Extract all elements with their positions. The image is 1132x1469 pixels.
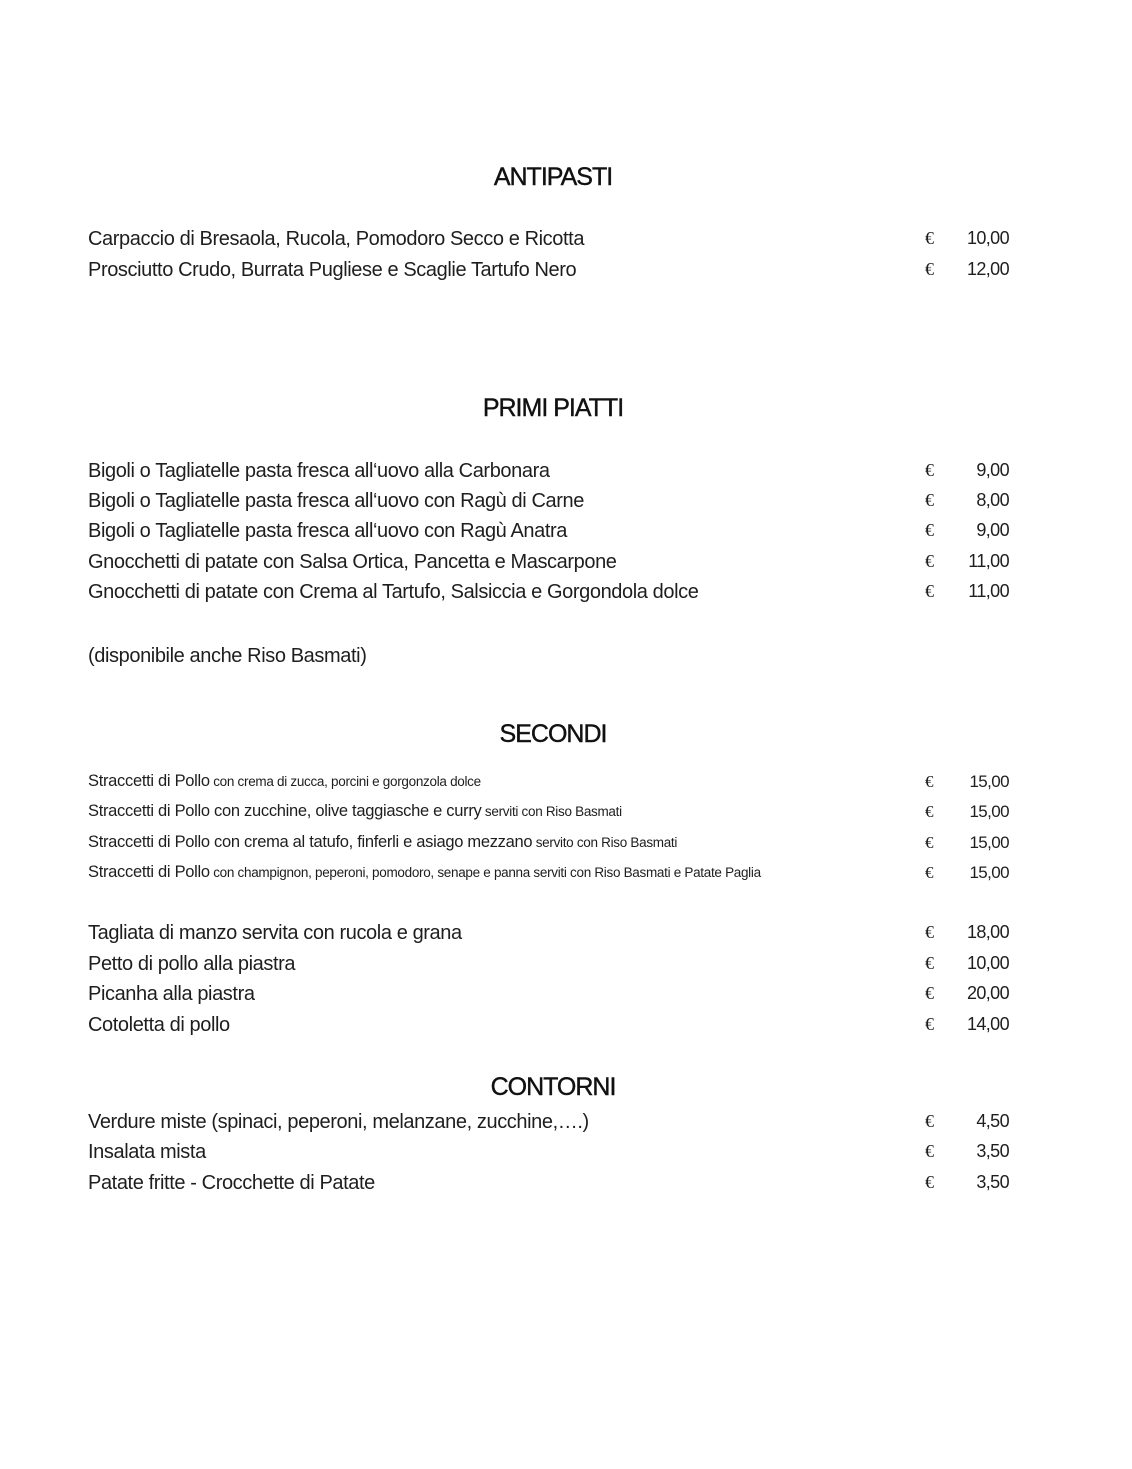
menu-item <box>88 1014 1018 1044</box>
item-price: 15,00 <box>969 772 1009 791</box>
item-name: Petto di pollo alla piastra <box>88 953 296 975</box>
item-price: 3,50 <box>976 1172 1009 1192</box>
item-name: Bigoli o Tagliatelle pasta fresca all‘uovo alla Carbonara <box>88 460 550 482</box>
item-price: 12,00 <box>966 259 1009 279</box>
menu-item <box>88 1141 1018 1171</box>
menu-item <box>88 1172 1018 1202</box>
section-title-secondi: SECONDI <box>499 720 607 748</box>
item-name: Straccetti di Pollo con champignon, peperoni, pomodoro, senape e panna serviti con Riso Basmati e Patate Paglia <box>88 863 761 881</box>
section-title-antipasti: ANTIPASTI <box>493 163 613 191</box>
item-name: Tagliata di manzo servita con rucola e grana <box>88 922 462 944</box>
currency-symbol: € <box>925 228 934 248</box>
menu-item <box>88 983 1018 1013</box>
item-price: 11,00 <box>968 581 1009 601</box>
item-name: Picanha alla piastra <box>88 983 255 1005</box>
currency-symbol: € <box>925 520 934 540</box>
item-name: Verdure miste (spinaci, peperoni, melanzane, zucchine,….) <box>88 1111 589 1133</box>
currency-symbol: € <box>925 1141 934 1161</box>
currency-symbol: € <box>925 1172 934 1192</box>
menu-item <box>88 833 1018 863</box>
currency-symbol: € <box>925 833 934 852</box>
currency-symbol: € <box>925 953 934 973</box>
menu-item <box>88 802 1018 832</box>
item-name: Patate fritte - Crocchette di Patate <box>88 1172 375 1194</box>
menu-item <box>88 228 1018 258</box>
item-name: Carpaccio di Bresaola, Rucola, Pomodoro Secco e Ricotta <box>88 228 585 250</box>
item-price: 4,50 <box>976 1111 1009 1131</box>
currency-symbol: € <box>925 490 934 510</box>
currency-symbol: € <box>925 551 934 571</box>
item-name: Straccetti di Pollo con zucchine, olive taggiasche e curry serviti con Riso Basmati <box>88 802 622 820</box>
currency-symbol: € <box>925 863 934 882</box>
currency-symbol: € <box>925 802 934 821</box>
menu-item <box>88 953 1018 983</box>
item-detail: con champignon, peperoni, pomodoro, senape e panna serviti con Riso Basmati e Patate Paglia <box>209 865 761 880</box>
item-price: 10,00 <box>966 953 1009 973</box>
currency-symbol: € <box>925 922 934 942</box>
menu-item <box>88 259 1018 289</box>
menu-item <box>88 772 1018 802</box>
item-name: Straccetti di Pollo con crema al tatufo, finferli e asiago mezzano servito con Riso Basmati <box>88 833 678 851</box>
currency-symbol: € <box>925 772 934 791</box>
currency-symbol: € <box>925 259 934 279</box>
item-price: 9,00 <box>976 520 1009 540</box>
item-name: Insalata mista <box>88 1141 206 1163</box>
menu-item <box>88 863 1018 893</box>
item-served-with: serviti con Riso Basmati <box>481 804 622 819</box>
item-price: 10,00 <box>966 228 1009 248</box>
currency-symbol: € <box>925 581 934 601</box>
menu-item <box>88 581 1018 611</box>
section-title-contorni: CONTORNI <box>490 1073 616 1101</box>
item-name: Bigoli o Tagliatelle pasta fresca all‘uovo con Ragù di Carne <box>88 490 584 512</box>
item-detail: con crema di zucca, porcini e gorgonzola dolce <box>209 774 481 789</box>
item-served-with: servito con Riso Basmati <box>532 835 678 850</box>
currency-symbol: € <box>925 460 934 480</box>
item-price: 15,00 <box>969 833 1009 852</box>
currency-symbol: € <box>925 983 934 1003</box>
menu-item <box>88 1111 1018 1141</box>
section-title-primi-piatti: PRIMI PIATTI <box>482 394 624 422</box>
currency-symbol: € <box>925 1111 934 1131</box>
menu-item <box>88 922 1018 952</box>
item-name: Bigoli o Tagliatelle pasta fresca all‘uovo con Ragù Anatra <box>88 520 567 542</box>
item-name: Cotoletta di pollo <box>88 1014 230 1036</box>
menu-item <box>88 460 1018 490</box>
menu-item <box>88 490 1018 520</box>
item-name: Gnocchetti di patate con Salsa Ortica, Pancetta e Mascarpone <box>88 551 617 573</box>
item-price: 15,00 <box>969 863 1009 882</box>
item-price: 9,00 <box>976 460 1009 480</box>
item-name: Prosciutto Crudo, Burrata Pugliese e Scaglie Tartufo Nero <box>88 259 577 281</box>
item-price: 20,00 <box>966 983 1009 1003</box>
menu-item <box>88 551 1018 581</box>
item-name: Straccetti di Pollo con crema di zucca, porcini e gorgonzola dolce <box>88 772 481 790</box>
item-price: 11,00 <box>968 551 1009 571</box>
item-price: 8,00 <box>976 490 1009 510</box>
menu-note: (disponibile anche Riso Basmati) <box>88 645 367 667</box>
item-price: 14,00 <box>966 1014 1009 1034</box>
item-name: Gnocchetti di patate con Crema al Tartufo, Salsiccia e Gorgondola dolce <box>88 581 699 603</box>
item-price: 18,00 <box>966 922 1009 942</box>
item-price: 3,50 <box>976 1141 1009 1161</box>
currency-symbol: € <box>925 1014 934 1034</box>
item-price: 15,00 <box>969 802 1009 821</box>
menu-item <box>88 520 1018 550</box>
